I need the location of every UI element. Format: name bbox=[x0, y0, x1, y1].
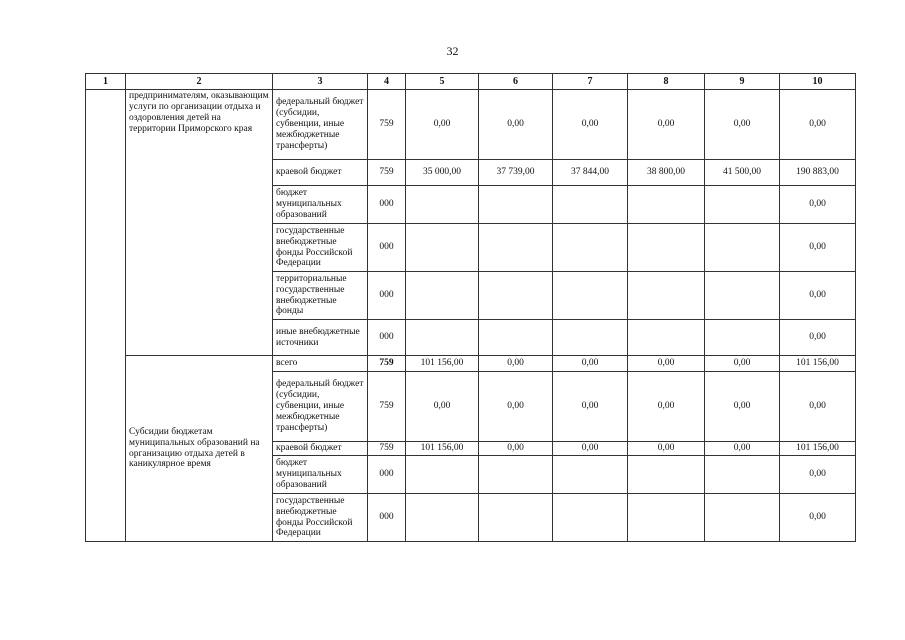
value-col-8 bbox=[628, 272, 705, 320]
value-col-8 bbox=[628, 494, 705, 542]
value-col-6: 37 739,00 bbox=[479, 160, 553, 186]
value-col-6 bbox=[479, 494, 553, 542]
value-col-10: 0,00 bbox=[780, 272, 856, 320]
header-col-9: 9 bbox=[705, 74, 780, 90]
value-col-8: 38 800,00 bbox=[628, 160, 705, 186]
header-col-10: 10 bbox=[780, 74, 856, 90]
value-col-7 bbox=[553, 320, 628, 356]
value-col-10: 0,00 bbox=[780, 186, 856, 224]
value-col-9 bbox=[705, 456, 780, 494]
funding-source: бюджет муниципальных образований bbox=[273, 456, 368, 494]
header-col-1: 1 bbox=[86, 74, 126, 90]
header-col-4: 4 bbox=[368, 74, 406, 90]
header-col-3: 3 bbox=[273, 74, 368, 90]
value-col-7: 0,00 bbox=[553, 90, 628, 160]
value-col-10: 0,00 bbox=[780, 494, 856, 542]
budget-code: 759 bbox=[368, 356, 406, 372]
value-col-9 bbox=[705, 320, 780, 356]
funding-source: федеральный бюджет (субсидии, субвенции, иные межбюджетные трансферты) bbox=[273, 90, 368, 160]
value-col-10: 101 156,00 bbox=[780, 442, 856, 456]
value-col-7 bbox=[553, 224, 628, 272]
measure-description: предпринимателям, оказывающим услуги по организации отдыха и оздоровления детей на территории Приморского края bbox=[126, 90, 273, 356]
value-col-5 bbox=[406, 456, 479, 494]
funding-source: краевой бюджет bbox=[273, 442, 368, 456]
budget-code: 000 bbox=[368, 494, 406, 542]
value-col-6 bbox=[479, 456, 553, 494]
value-col-5: 101 156,00 bbox=[406, 356, 479, 372]
budget-code: 759 bbox=[368, 442, 406, 456]
measure-description: Субсидии бюджетам муниципальных образований на организацию отдыха детей в каникулярное время bbox=[126, 356, 273, 542]
value-col-9: 0,00 bbox=[705, 372, 780, 442]
value-col-9 bbox=[705, 494, 780, 542]
value-col-7: 0,00 bbox=[553, 356, 628, 372]
value-col-8: 0,00 bbox=[628, 90, 705, 160]
value-col-6 bbox=[479, 320, 553, 356]
budget-code: 000 bbox=[368, 224, 406, 272]
funding-source: бюджет муниципальных образований bbox=[273, 186, 368, 224]
funding-source: иные внебюджетные источники bbox=[273, 320, 368, 356]
funding-source: федеральный бюджет (субсидии, субвенции, иные межбюджетные трансферты) bbox=[273, 372, 368, 442]
value-col-7: 0,00 bbox=[553, 442, 628, 456]
header-col-5: 5 bbox=[406, 74, 479, 90]
value-col-5: 0,00 bbox=[406, 90, 479, 160]
value-col-8 bbox=[628, 224, 705, 272]
value-col-10: 0,00 bbox=[780, 372, 856, 442]
value-col-10: 0,00 bbox=[780, 90, 856, 160]
value-col-5 bbox=[406, 186, 479, 224]
funding-source: краевой бюджет bbox=[273, 160, 368, 186]
value-col-10: 0,00 bbox=[780, 456, 856, 494]
value-col-7 bbox=[553, 186, 628, 224]
funding-source: государственные внебюджетные фонды Российской Федерации bbox=[273, 494, 368, 542]
funding-source: государственные внебюджетные фонды Российской Федерации bbox=[273, 224, 368, 272]
value-col-6: 0,00 bbox=[479, 356, 553, 372]
budget-code: 759 bbox=[368, 372, 406, 442]
header-col-8: 8 bbox=[628, 74, 705, 90]
value-col-10: 101 156,00 bbox=[780, 356, 856, 372]
value-col-9: 0,00 bbox=[705, 90, 780, 160]
table-row bbox=[86, 90, 856, 160]
value-col-5 bbox=[406, 320, 479, 356]
value-col-7: 0,00 bbox=[553, 372, 628, 442]
budget-code: 000 bbox=[368, 320, 406, 356]
budget-code: 759 bbox=[368, 160, 406, 186]
value-col-8 bbox=[628, 186, 705, 224]
value-col-10: 0,00 bbox=[780, 224, 856, 272]
value-col-8 bbox=[628, 320, 705, 356]
value-col-6 bbox=[479, 186, 553, 224]
table-row bbox=[86, 356, 856, 372]
value-col-5: 35 000,00 bbox=[406, 160, 479, 186]
value-col-9: 0,00 bbox=[705, 442, 780, 456]
value-col-7: 37 844,00 bbox=[553, 160, 628, 186]
value-col-9 bbox=[705, 272, 780, 320]
value-col-5 bbox=[406, 494, 479, 542]
value-col-10: 0,00 bbox=[780, 320, 856, 356]
value-col-8: 0,00 bbox=[628, 442, 705, 456]
value-col-6 bbox=[479, 272, 553, 320]
value-col-9 bbox=[705, 224, 780, 272]
value-col-10: 190 883,00 bbox=[780, 160, 856, 186]
budget-code: 000 bbox=[368, 272, 406, 320]
value-col-5 bbox=[406, 272, 479, 320]
header-col-7: 7 bbox=[553, 74, 628, 90]
value-col-6: 0,00 bbox=[479, 90, 553, 160]
value-col-9 bbox=[705, 186, 780, 224]
value-col-8: 0,00 bbox=[628, 372, 705, 442]
value-col-6: 0,00 bbox=[479, 442, 553, 456]
budget-code: 000 bbox=[368, 186, 406, 224]
header-row bbox=[86, 74, 856, 90]
value-col-5: 0,00 bbox=[406, 372, 479, 442]
page-number: 32 bbox=[446, 44, 459, 58]
funding-source: всего bbox=[273, 356, 368, 372]
value-col-5 bbox=[406, 224, 479, 272]
value-col-9: 0,00 bbox=[705, 356, 780, 372]
value-col-6: 0,00 bbox=[479, 372, 553, 442]
value-col-8: 0,00 bbox=[628, 356, 705, 372]
index-cell bbox=[86, 90, 126, 542]
budget-table bbox=[85, 73, 856, 542]
funding-source: территориальные государственные внебюджетные фонды bbox=[273, 272, 368, 320]
value-col-7 bbox=[553, 456, 628, 494]
header-col-6: 6 bbox=[479, 74, 553, 90]
value-col-7 bbox=[553, 494, 628, 542]
value-col-8 bbox=[628, 456, 705, 494]
header-col-2: 2 bbox=[126, 74, 273, 90]
budget-code: 759 bbox=[368, 90, 406, 160]
value-col-6 bbox=[479, 224, 553, 272]
value-col-5: 101 156,00 bbox=[406, 442, 479, 456]
value-col-9: 41 500,00 bbox=[705, 160, 780, 186]
value-col-7 bbox=[553, 272, 628, 320]
budget-code: 000 bbox=[368, 456, 406, 494]
